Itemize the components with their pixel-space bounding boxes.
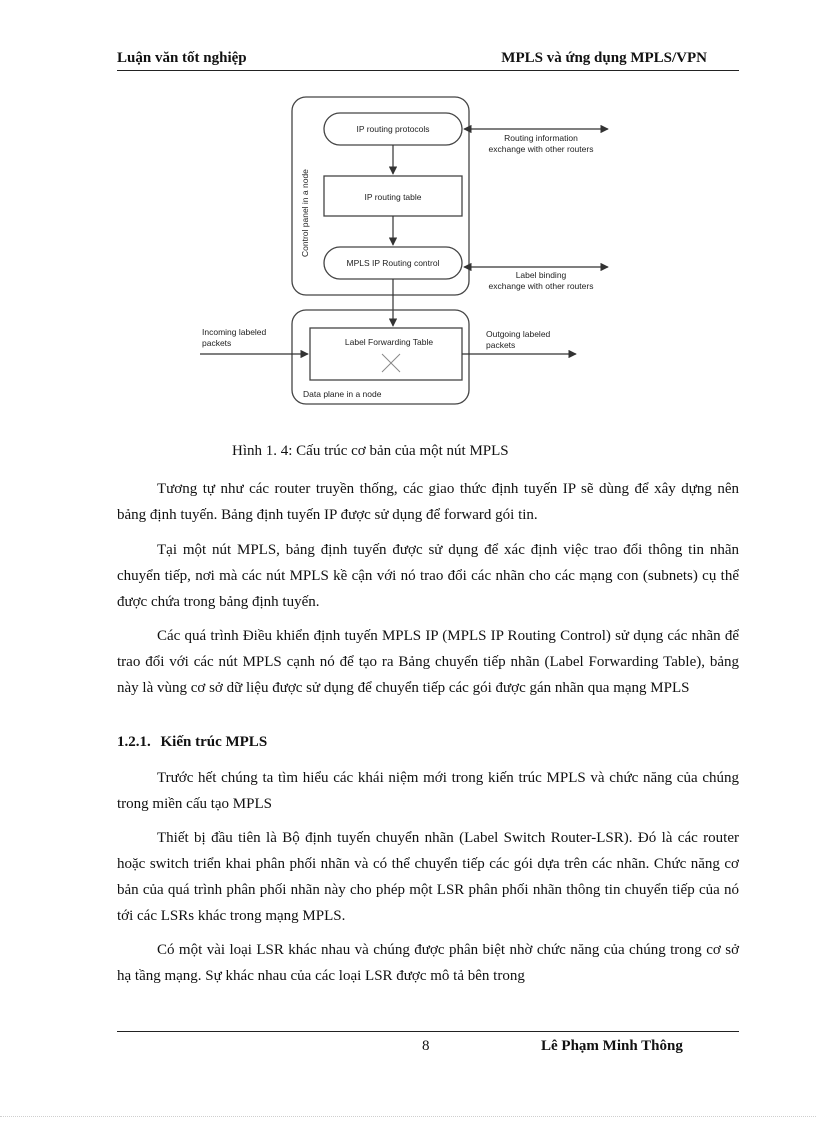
- header-topic-title: MPLS và ứng dụng MPLS/VPN: [501, 50, 707, 66]
- label-forwarding-table-label: Label Forwarding Table: [344, 337, 434, 347]
- section-number: 1.2.1.: [117, 734, 151, 750]
- header-thesis-title: Luận văn tốt nghiệp: [117, 50, 247, 66]
- section-title: Kiến trúc MPLS: [160, 734, 268, 750]
- label-binding-label-2: exchange with other routers: [488, 281, 594, 291]
- page-header: [117, 48, 739, 71]
- routing-info-label-2: exchange with other routers: [488, 144, 594, 154]
- data-plane-label: Data plane in a node: [303, 389, 382, 399]
- paragraph-4: Trước hết chúng ta tìm hiểu các khái niệm mới trong kiến trúc MPLS và chức năng của chúng trong miền cấu tạo MPLS: [117, 770, 739, 812]
- paragraph-5: Thiết bị đầu tiên là Bộ định tuyến chuyển nhãn (Label Switch Router-LSR). Đó là các router hoặc switch triển khai phân phối nhãn và có thể chuyển tiếp các gói dựa trên các nhãn. Chức năng cơ bản của quá trình phân phối nhãn này cho phép một LSR phân phối nhãn thông tin chuyển tiếp của nó tới các LSRs khác trong mạng MPLS.: [117, 830, 739, 924]
- paragraph-1: Tương tự như các router truyền thống, các giao thức định tuyến IP sẽ dùng để xây dựng nên bảng định tuyến. Bảng định tuyến IP được sử dụng để forward gói tin.: [117, 481, 739, 523]
- mpls-node-figure: [196, 92, 620, 410]
- incoming-label-1: Incoming labeled: [202, 327, 267, 337]
- ip-routing-protocols-label: IP routing protocols: [356, 124, 430, 134]
- footer-author: Lê Phạm Minh Thông: [541, 1038, 683, 1054]
- figure-caption: Hình 1. 4: Cấu trúc cơ bản của một nút MPLS: [232, 443, 509, 459]
- control-plane-label: Control panel in a node: [300, 169, 310, 257]
- outgoing-label-2: packets: [486, 340, 516, 350]
- outgoing-label-1: Outgoing labeled: [486, 329, 551, 339]
- label-binding-label-1: Label binding: [515, 270, 567, 280]
- section-heading: [117, 734, 267, 751]
- routing-info-label-1: Routing information: [504, 133, 578, 143]
- ip-routing-table-label: IP routing table: [364, 192, 422, 202]
- mpls-node-diagram: [196, 92, 620, 410]
- label-forwarding-table-box: [310, 328, 462, 380]
- paragraph-6: Có một vài loại LSR khác nhau và chúng được phân biệt nhờ chức năng của chúng trong cơ sở hạ tầng mạng. Sự khác nhau của các loại LSR được mô tả bên trong: [117, 942, 739, 984]
- page-number: 8: [422, 1038, 430, 1054]
- page-bottom-border: [0, 1116, 816, 1117]
- incoming-label-2: packets: [202, 338, 232, 348]
- footer-rule: [117, 1031, 739, 1032]
- paragraph-3: Các quá trình Điều khiển định tuyến MPLS IP (MPLS IP Routing Control) sử dụng các nhãn để trao đổi với các nút MPLS cạnh nó để tạo ra Bảng chuyển tiếp nhãn (Label Forwarding Table), bảng này là vùng cơ sở dữ liệu được sử dụng để chuyển tiếp các gói được gán nhãn qua mạng MPLS: [117, 628, 739, 696]
- mpls-routing-control-label: MPLS IP Routing control: [346, 258, 440, 268]
- paragraph-2: Tại một nút MPLS, bảng định tuyến được sử dụng để xác định việc trao đổi thông tin nhãn chuyển tiếp, nơi mà các nút MPLS kề cận với nó trao đổi các nhãn cho các mạng con (subnets) cụ thể được chứa trong bảng định tuyến.: [117, 542, 739, 610]
